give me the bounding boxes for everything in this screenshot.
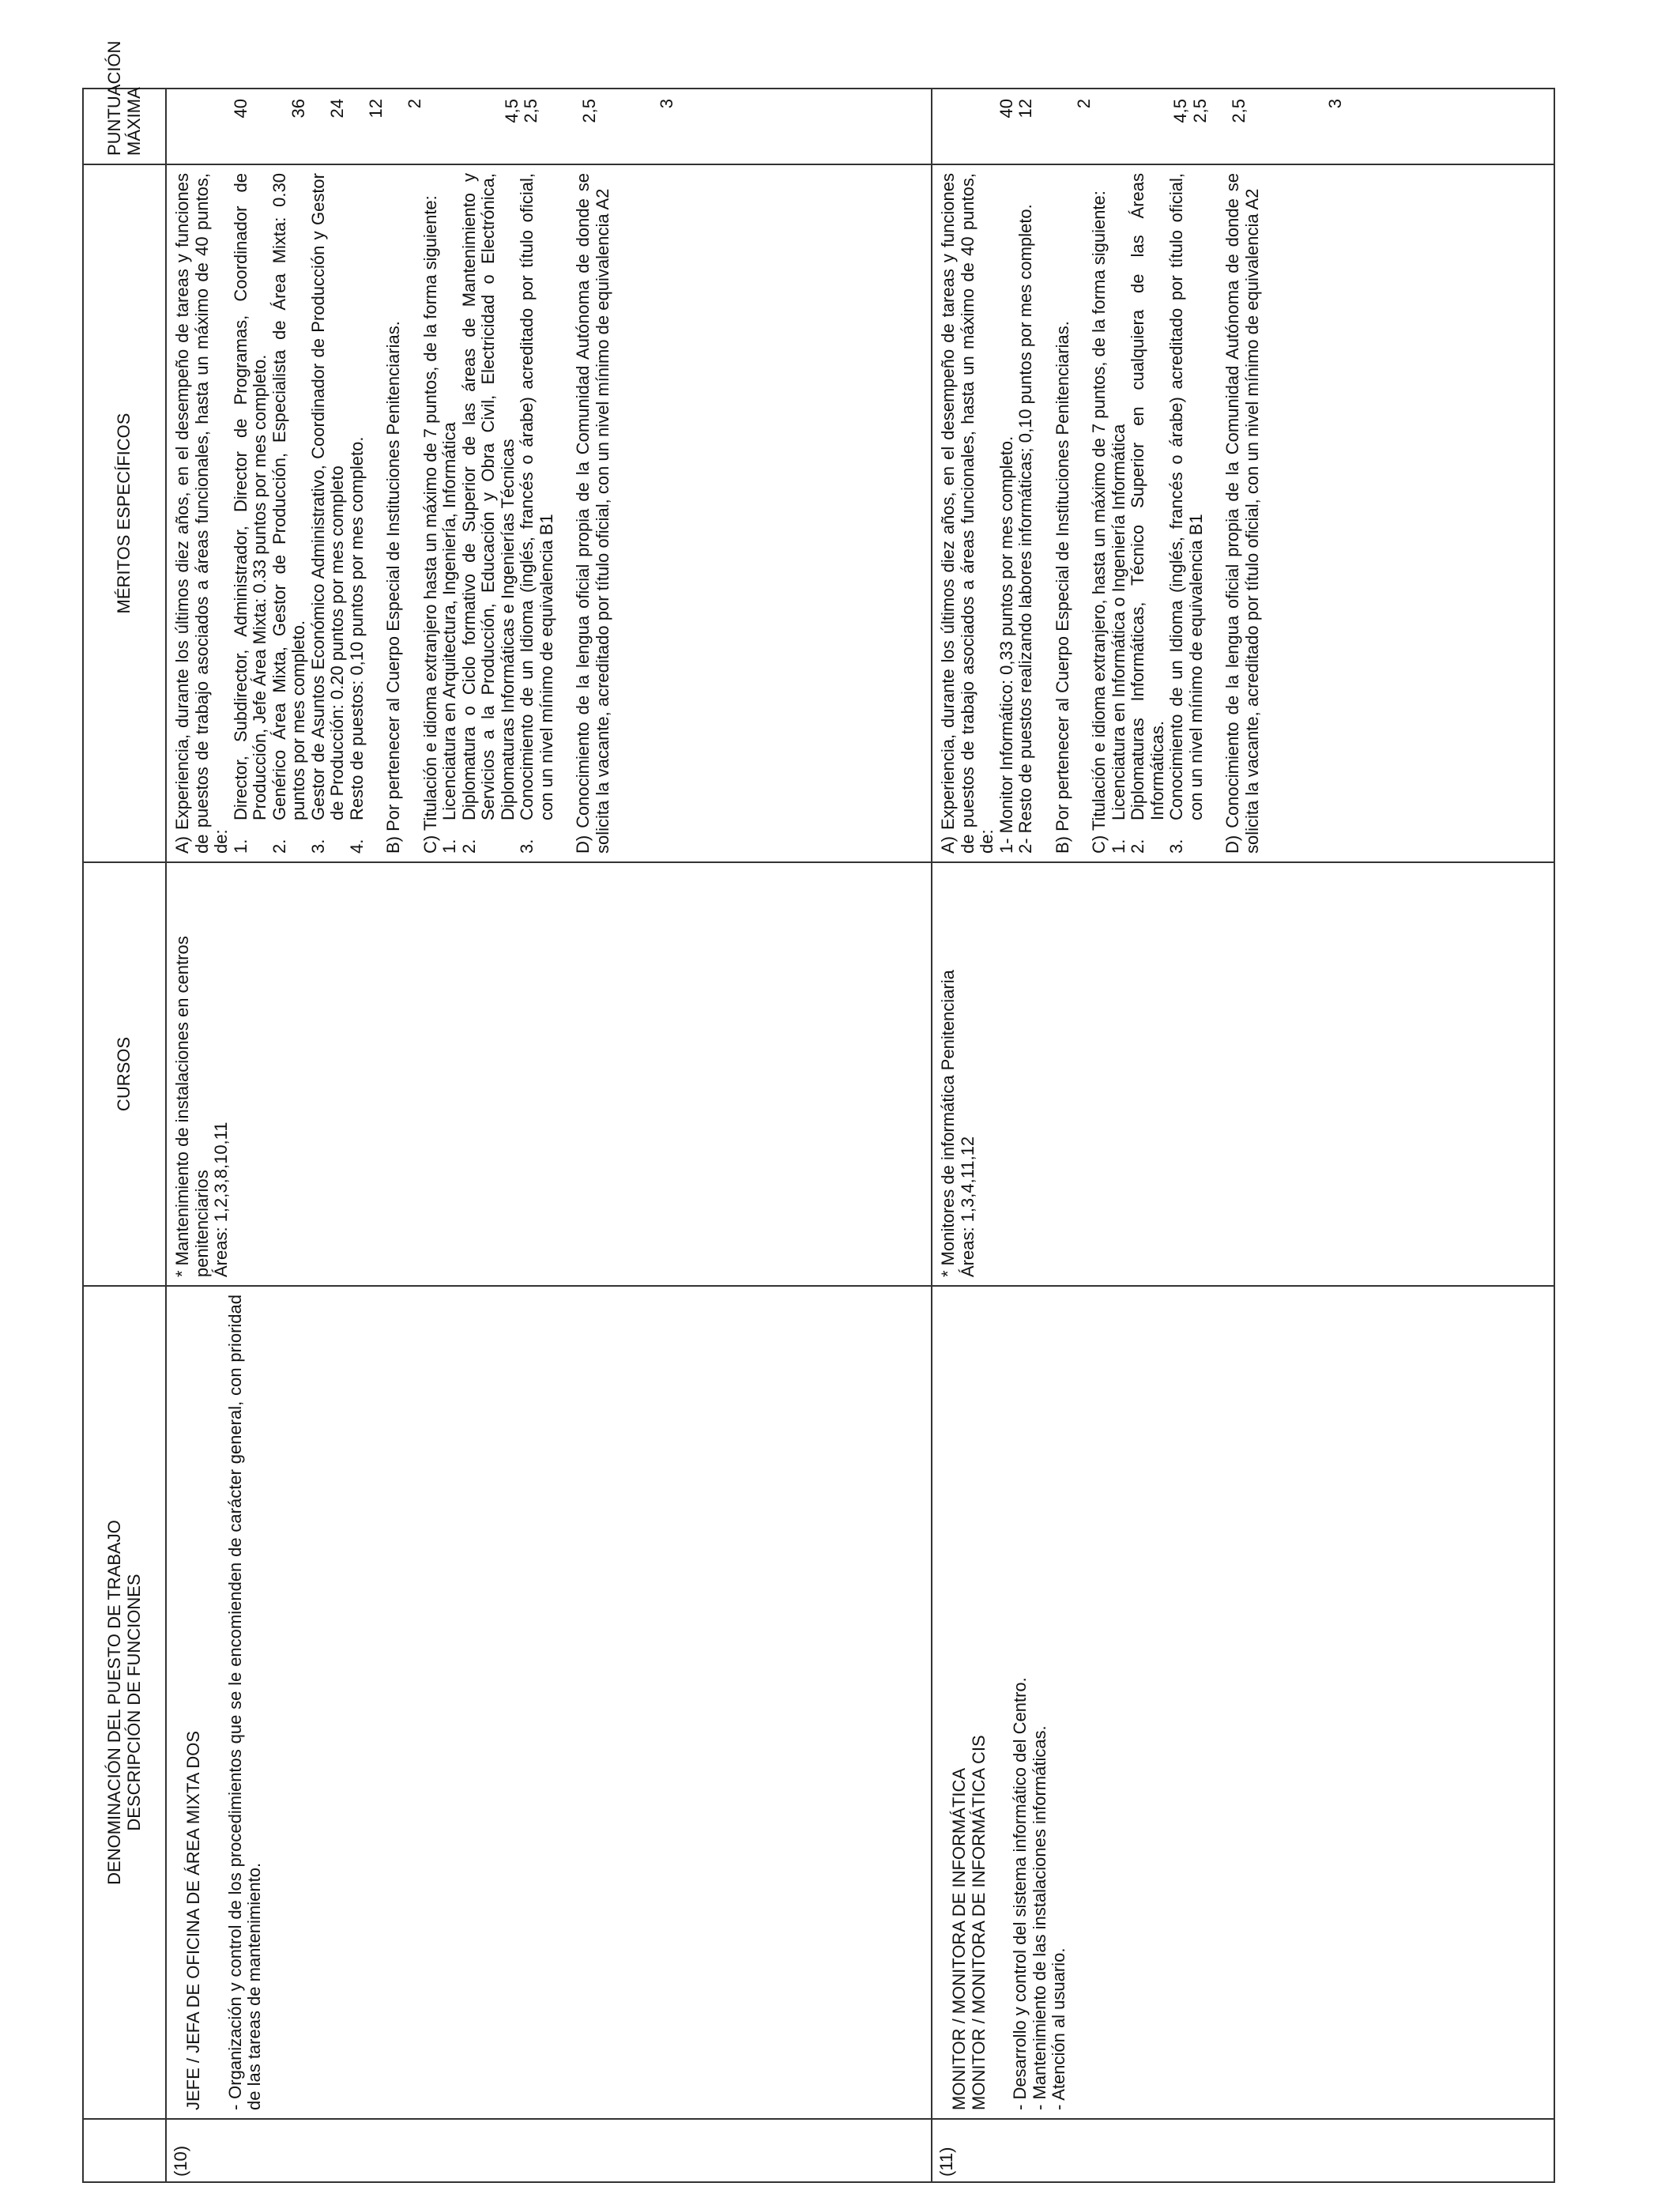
points-d: 3 bbox=[1325, 99, 1346, 109]
row-number: (10) bbox=[166, 2119, 932, 2182]
points-cell: 40 36 24 12 2 4,5 2,5 2,5 3 bbox=[166, 89, 932, 164]
header-meritos: MÉRITOS ESPECÍFICOS bbox=[83, 164, 166, 862]
points-b: 2 bbox=[405, 99, 424, 109]
position-title: JEFE / JEFA DE OFICINA DE ÁREA MIXTA DOS bbox=[183, 1730, 203, 2110]
position-title: MONITOR / MONITORA DE INFORMÁTICA MONITOR / MONITORA DE INFORMÁTICA CIS bbox=[949, 1735, 989, 2110]
merit-c: C) Titulación e idioma extranjero, hasta un máximo de 7 puntos, de la forma siguiente: 1. Licenciatura en Informática o Ingeniería Informática 2. Diplomaturas Informáticas, Técnico Superior en cualquiera de las Áreas Informáticas. 3. Conocimiento de un Idioma (inglés, francés o árabe) acreditado por título oficial, con un nivel mínimo de equivalencia B1 bbox=[1089, 173, 1206, 854]
header-cursos: CURSOS bbox=[83, 862, 166, 1286]
merit-a: A) Experiencia, durante los últimos diez años, en el desempeño de tareas y funciones de puestos de trabajo asociados a áreas funcionales, hasta un máximo de 40 puntos, de: 1- Monitor Informático: 0,33 puntos por mes completo. 2- Resto de puestos realizando labores informáticas; 0,10 puntos por mes completo. bbox=[938, 173, 1036, 854]
position-cell bbox=[166, 1286, 932, 2119]
merit-d: D) Conocimiento de la lengua oficial propia de la Comunidad Autónoma de donde se solicita la vacante, acreditado por título oficial, con un nivel mínimo de equivalencia A2 bbox=[1222, 173, 1262, 854]
points-cell: 40 12 2 4,5 2,5 2,5 3 bbox=[932, 89, 1554, 164]
header-row bbox=[83, 89, 166, 2182]
header-number bbox=[83, 2119, 166, 2182]
merit-b: B) Por pertenecer al Cuerpo Especial de Instituciones Penitenciarias. bbox=[1052, 321, 1072, 854]
points-d: 3 bbox=[656, 99, 676, 109]
points-c: 4,5 bbox=[1170, 99, 1191, 123]
position-cell bbox=[932, 1286, 1554, 2119]
merits-cell bbox=[932, 164, 1554, 862]
merit-c: C) Titulación e idioma extranjero hasta un máximo de 7 puntos, de la forma siguiente: 1. Licenciatura en Arquitectura, Ingeniería, Informática 2. Diplomatura o Ciclo formativo de Superior de las áreas de Mantenimiento y Servicios a la Producción, Educación y Obra Civil, Electricidad o Electrónica, Diplomaturas Informáticas e Ingenierías Técnicas 3. Conocimiento de un Idioma (inglés, francés o árabe) acreditado por título oficial, con un nivel mínimo de equivalencia B1 bbox=[420, 173, 556, 854]
table-row bbox=[166, 89, 932, 2182]
points-c: 4,5 bbox=[501, 99, 522, 123]
merits-cell bbox=[166, 164, 932, 862]
function-description: - Organización y control de los procedimientos que se le encomienden de carácter general, con prioridad de las tareas de mantenimiento. bbox=[224, 1295, 264, 2110]
table-row bbox=[932, 89, 1554, 2182]
function-description: - Desarrollo y control del sistema informático del Centro. - Mantenimiento de las instalaciones informáticas. - Atención al usuario. bbox=[1010, 1677, 1069, 2110]
header-puntuacion: PUNTUACIÓN MÁXIMA bbox=[83, 89, 166, 164]
courses-cell: * Mantenimiento de instalaciones en centros penitenciarios Áreas: 1,2,3,8,10,11 bbox=[166, 862, 932, 1286]
merit-a: A) Experiencia, durante los últimos diez años, en el desempeño de tareas y funciones de puestos de trabajo asociados a áreas funcionales, hasta un máximo de 40 puntos, de: 1. Director, Subdirector, Administrador, Director de Programas, Coordinador de Producción, Jefe Área Mixta: 0.33 puntos por mes completo. 2. Genérico Área Mixta, Gestor de Producción, Especialista de Área Mixta: 0.30 puntos por mes completo. 3. Gestor de Asuntos Económico Administrativo, Coordinador de Producción y Gestor de Producción: 0.20 puntos por mes completo 4. Resto de puestos: 0,10 puntos por mes completo. bbox=[172, 173, 367, 854]
points-b: 2 bbox=[1073, 99, 1094, 109]
merits-table bbox=[82, 40, 1555, 2183]
row-number: (11) bbox=[932, 2119, 1554, 2182]
points-a: 40 bbox=[996, 99, 1016, 119]
merit-d: D) Conocimiento de la lengua oficial propia de la Comunidad Autónoma de donde se solicita la vacante, acreditado por título oficial, con un nivel mínimo de equivalencia A2 bbox=[573, 173, 612, 854]
header-denominacion: DENOMINACIÓN DEL PUESTO DE TRABAJO DESCRIPCIÓN DE FUNCIONES bbox=[83, 1286, 166, 2119]
merit-b: B) Por pertenecer al Cuerpo Especial de Instituciones Penitenciarias. bbox=[383, 321, 403, 854]
points-a: 40 bbox=[230, 99, 250, 119]
courses-cell: * Monitores de informática Penitenciaria Áreas: 1,3,4,11,12 bbox=[932, 862, 1554, 1286]
